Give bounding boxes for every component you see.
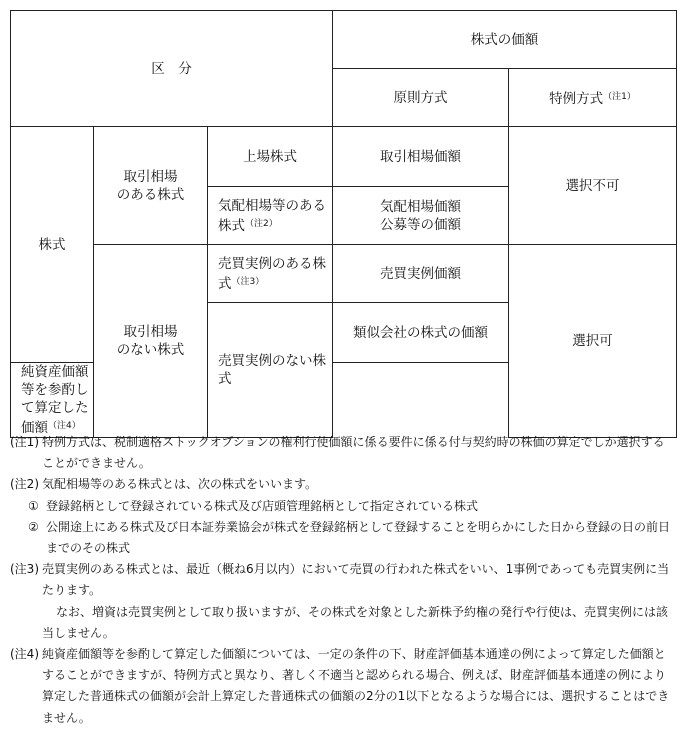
note-1: [10, 432, 676, 474]
note-2-item-2-mark: ②: [28, 519, 39, 534]
header-principle: 原則方式: [333, 69, 509, 127]
notes-section: [10, 432, 676, 729]
no-trade-stock-cell: 売買実例のない株式: [208, 303, 333, 438]
note-2-item-1-mark: ①: [28, 498, 39, 513]
unlisted-group-line2: のない株式: [116, 342, 185, 358]
note-3-text-2: なお、増資は売買実例として取り扱いますが、その株式を対象とした新株予約権の発行や行使は、売買実例には該当しません。: [42, 604, 669, 640]
trade-stock-cell: [208, 245, 333, 303]
quoted-stock-note: （注2）: [245, 218, 278, 229]
quoted-stock-label: 気配相場等のある株式: [218, 197, 326, 234]
selectable-cell: 選択可: [509, 245, 677, 438]
note-3-text: 売買実例のある株式とは、最近（概ね6月以内）において売買の行われた株式をいい、1事例であっても売買実例に当たります。: [42, 562, 670, 598]
quoted-stock-cell: [208, 187, 333, 245]
not-selectable-cell: 選択不可: [509, 127, 677, 245]
net-asset-note: （注4）: [48, 421, 81, 431]
note-2-text: 気配相場等のある株式とは、次の株式をいいます。: [42, 477, 318, 492]
header-category: 区 分: [11, 11, 333, 127]
quoted-price-cell: [333, 187, 509, 245]
note-2-item-2-text: 公開途上にある株式及び日本証券業協会が株式を登録銘柄として登録することを明らかにした日から登録の日の前日までのその株式: [46, 519, 671, 556]
stock-valuation-table: [10, 10, 677, 438]
listed-group-line2: のある株式: [116, 186, 185, 203]
trade-price-cell: 売買実例価額: [333, 245, 509, 303]
similar-company-price-cell: 類似会社の株式の価額: [333, 303, 509, 363]
quoted-price-line1: 気配相場価額: [380, 198, 461, 215]
unlisted-group-line1: 取引相場: [123, 324, 178, 340]
header-special-label: 特例方式: [549, 90, 604, 107]
trade-stock-label: 売買実例のある株式: [218, 255, 326, 292]
note-2-item-2: [10, 517, 676, 559]
note-1-text: 特例方式は、税制適格ストックオプションの権利行使価額に係る要件に係る付与契約時の株価の算定でしか選択することができません。: [42, 435, 665, 471]
unlisted-group-cell: [94, 245, 208, 438]
listed-stock-cell: 上場株式: [208, 127, 333, 187]
listed-group-cell: [94, 127, 208, 245]
trade-stock-note: （注3）: [231, 276, 265, 287]
listed-stock-price: 取引相場価額: [333, 127, 509, 187]
header-price: 株式の価額: [333, 11, 677, 69]
listed-group-line1: 取引相場: [123, 168, 178, 185]
note-4: [10, 644, 676, 729]
note-2: [10, 474, 676, 495]
header-special-note: （注1）: [603, 91, 636, 102]
note-1-tag: (注1): [10, 435, 39, 449]
note-3: [10, 559, 676, 644]
note-4-text: 純資産価額等を参酌して算定した価額については、一定の条件の下、財産評価基本通達の例によって算定した価額とすることができますが、特例方式と異なり、著しく不適当と認められる場合、例えば、財産評価基本通達の例により算定した普通株式の価額が会計上算定した普通株式の価額の2分の1以下となるような場合には、選択することはできません。: [42, 647, 670, 725]
note-2-item-1: [10, 496, 676, 517]
note-2-item-1-text: 登録銘柄として登録されている株式及び店頭管理銘柄として指定されている株式: [46, 498, 479, 513]
net-asset-price-cell: [11, 363, 94, 438]
quoted-price-line2: 公募等の価額: [380, 216, 461, 233]
note-4-tag: (注4): [10, 647, 39, 662]
header-special: [509, 69, 677, 127]
note-2-tag: (注2): [10, 477, 39, 492]
note-3-tag: (注3): [10, 562, 39, 577]
row-stock-label: 株式: [11, 127, 94, 363]
net-asset-price-label: 純資産価額等を参酌して算定した価額: [21, 364, 89, 436]
